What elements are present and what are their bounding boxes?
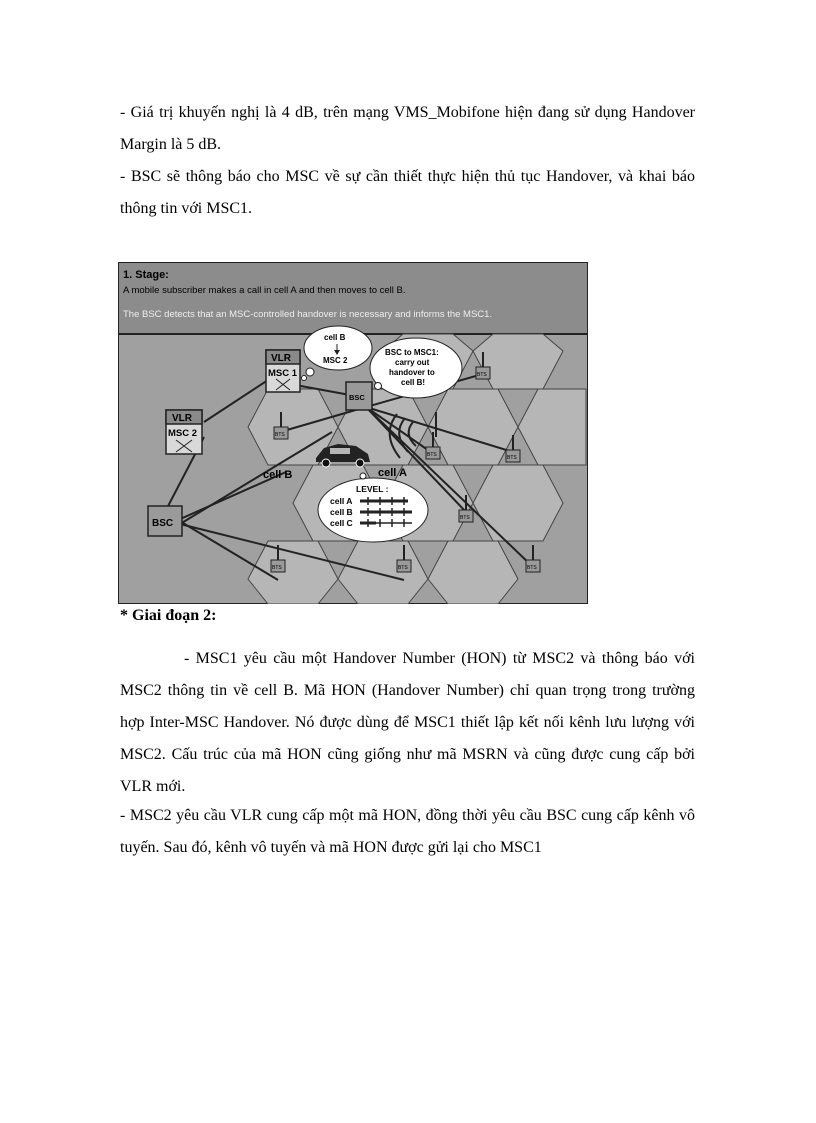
msc2-label: MSC 2 — [168, 428, 198, 439]
bubble1-cellb: cell B — [324, 333, 346, 342]
bubble2-line4: cell B! — [401, 378, 426, 387]
figure-line2: The BSC detects that an MSC-controlled handover is necessary and informs the MSC1. — [123, 309, 493, 320]
paragraph-bsc-notify: - BSC sẽ thông báo cho MSC về sự cần thiết thực hiện thủ tục Handover, và khai báo thông tin với MSC1. — [120, 168, 695, 217]
bts-label: BTS — [275, 432, 285, 438]
bubble2-line1: BSC to MSC1: — [385, 348, 439, 357]
bts-label: BTS — [527, 565, 537, 571]
paragraph-handover-margin: - Giá trị khuyến nghị là 4 dB, trên mạng VMS_Mobifone hiện đang sử dụng Handover Margin là 5 dB. — [120, 104, 695, 153]
bubble-bsc-to-msc1 — [370, 338, 462, 398]
level-cell-a: cell A — [330, 496, 353, 506]
figure-line1: A mobile subscriber makes a call in cell A and then moves to cell B. — [123, 285, 406, 296]
handover-stage-figure — [118, 262, 588, 604]
bsc-top-node — [346, 382, 372, 410]
cell-b-label: cell B — [263, 469, 293, 481]
bts-label: BTS — [460, 515, 470, 521]
bubble2-line3: handover to — [389, 368, 435, 377]
bubble1-msc2: MSC 2 — [323, 356, 348, 365]
figure-header — [118, 262, 588, 334]
msc1-node — [266, 350, 300, 392]
bts-label: BTS — [427, 452, 437, 458]
bts-label: BTS — [398, 565, 408, 571]
paragraph-msc2-request: - MSC2 yêu cầu VLR cung cấp một mã HON, đồng thời yêu cầu BSC cung cấp kênh vô tuyến. Sau đó, kênh vô tuyến và mã HON được gửi lại cho MSC1 — [120, 807, 695, 856]
bubble2-line2: carry out — [395, 358, 430, 367]
section-heading-stage2: * Giai đoạn 2: — [120, 607, 217, 624]
cell-a-label: cell A — [378, 467, 407, 479]
figure-stage-title: 1. Stage: — [123, 269, 169, 281]
bsc-top-label: BSC — [349, 393, 365, 402]
paragraph-msc1-request: - MSC1 yêu cầu một Handover Number (HON) từ MSC2 và thông báo với MSC2 thông tin về cell B. Mã HON (Handover Number) chỉ quan trọng trong trường hợp Inter-MSC Handover. Nó được dùng để MSC1 thiết lập kết nối kênh lưu lượng với MSC2. Cấu trúc của mã HON cũng giống như mã MSRN và cũng được cung cấp bởi VLR mới. — [120, 650, 695, 795]
msc2-vlr-label: VLR — [172, 413, 192, 424]
bts-label: BTS — [272, 565, 282, 571]
bsc-left-node — [148, 506, 182, 536]
bsc-left-label: BSC — [152, 518, 174, 529]
msc2-node — [166, 410, 202, 454]
bts-label: BTS — [507, 455, 517, 461]
bts-label: BTS — [477, 372, 487, 378]
level-cell-c: cell C — [330, 518, 353, 528]
msc1-label: MSC 1 — [268, 368, 298, 379]
msc1-vlr-label: VLR — [271, 353, 291, 364]
level-bars — [360, 497, 412, 527]
level-title: LEVEL : — [356, 484, 389, 494]
level-cell-b: cell B — [330, 507, 353, 517]
